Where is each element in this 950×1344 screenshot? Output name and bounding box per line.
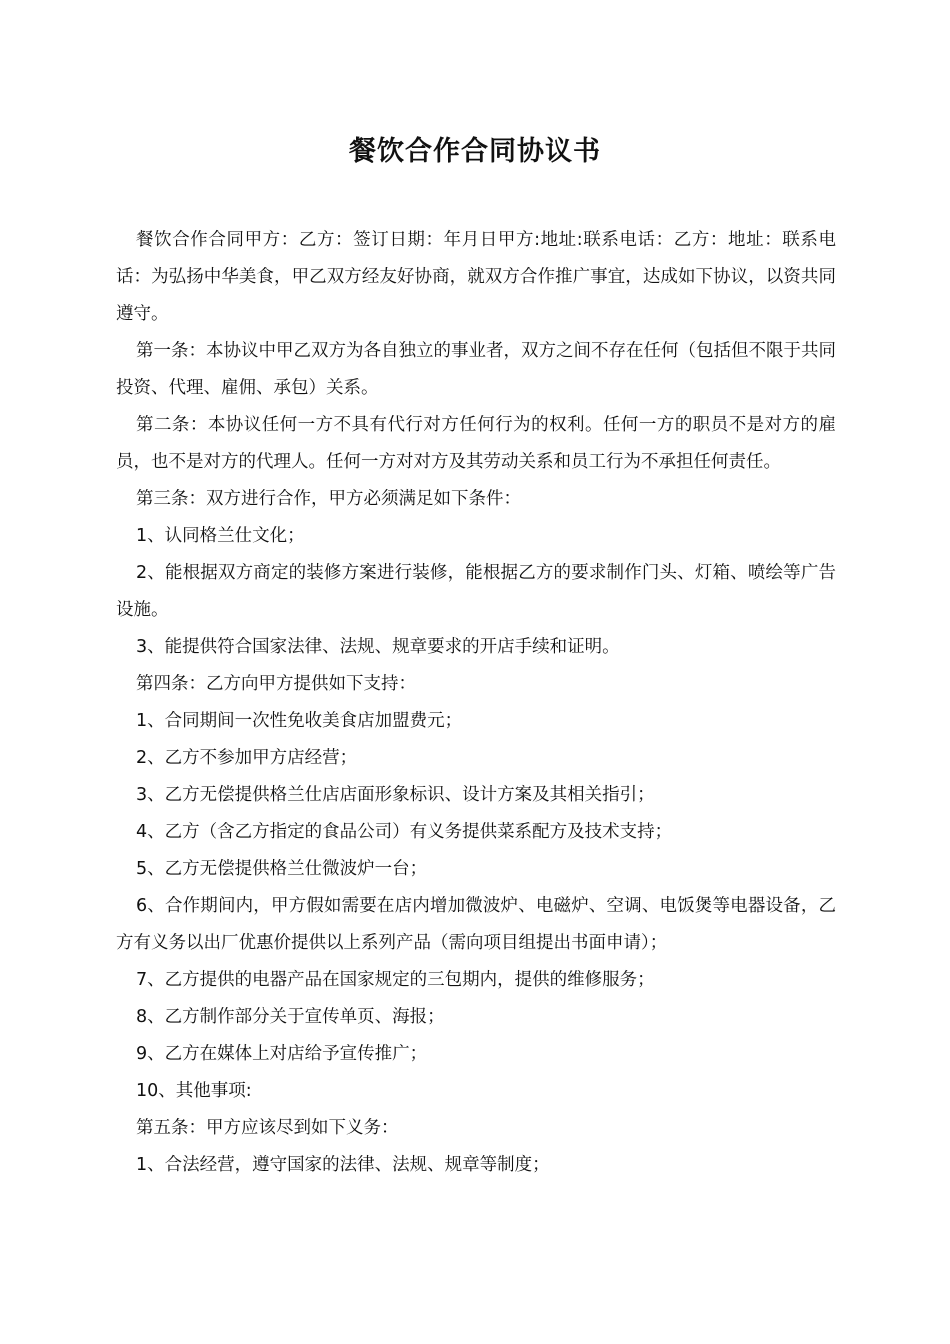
article-3-item-2: 2、能根据双方商定的装修方案进行装修，能根据乙方的要求制作门头、灯箱、喷绘等广告设施。	[116, 563, 836, 620]
article-3-heading: 第三条：双方进行合作，甲方必须满足如下条件：	[136, 489, 521, 509]
article-4-item-9: 9、乙方在媒体上对店给予宣传推广；	[136, 1044, 428, 1064]
article-3-item-1: 1、认同格兰仕文化；	[136, 526, 305, 546]
article-4-heading: 第四条：乙方向甲方提供如下支持：	[136, 674, 416, 694]
article-4-item-3: 3、乙方无偿提供格兰仕店店面形象标识、设计方案及其相关指引；	[136, 785, 655, 805]
article-3-item-3: 3、能提供符合国家法律、法规、规章要求的开店手续和证明。	[136, 637, 620, 657]
article-5-item-1: 1、合法经营，遵守国家的法律、法规、规章等制度；	[136, 1155, 550, 1175]
article-4-item-7: 7、乙方提供的电器产品在国家规定的三包期内，提供的维修服务；	[136, 970, 655, 990]
article-4-item-6: 6、合作期间内，甲方假如需要在店内增加微波炉、电磁炉、空调、电饭煲等电器设备，乙方有义务以出厂优惠价提供以上系列产品（需向项目组提出书面申请）；	[116, 896, 836, 953]
document-body	[116, 222, 836, 1184]
article-1-paragraph: 第一条：本协议中甲乙双方为各自独立的事业者，双方之间不存在任何（包括但不限于共同投资、代理、雇佣、承包）关系。	[116, 341, 836, 398]
article-4-item-8: 8、乙方制作部分关于宣传单页、海报；	[136, 1007, 445, 1027]
intro-paragraph: 餐饮合作合同甲方：乙方：签订日期：年月日甲方:地址:联系电话：乙方：地址：联系电话：为弘扬中华美食，甲乙双方经友好协商，就双方合作推广事宜，达成如下协议，以资共同遵守。	[116, 230, 836, 324]
article-4-item-4: 4、乙方（含乙方指定的食品公司）有义务提供菜系配方及技术支持；	[136, 822, 673, 842]
article-5-heading: 第五条：甲方应该尽到如下义务：	[136, 1118, 399, 1138]
article-4-item-2: 2、乙方不参加甲方店经营；	[136, 748, 358, 768]
article-2-paragraph: 第二条：本协议任何一方不具有代行对方任何行为的权利。任何一方的职员不是对方的雇员，也不是对方的代理人。任何一方对对方及其劳动关系和员工行为不承担任何责任。	[116, 415, 836, 472]
article-4-item-1: 1、合同期间一次性免收美食店加盟费元；	[136, 711, 463, 731]
article-4-item-10: 10、其他事项:	[136, 1081, 252, 1101]
article-4-item-5: 5、乙方无偿提供格兰仕微波炉一台；	[136, 859, 428, 879]
document-title: 餐饮合作合同协议书	[349, 136, 601, 167]
